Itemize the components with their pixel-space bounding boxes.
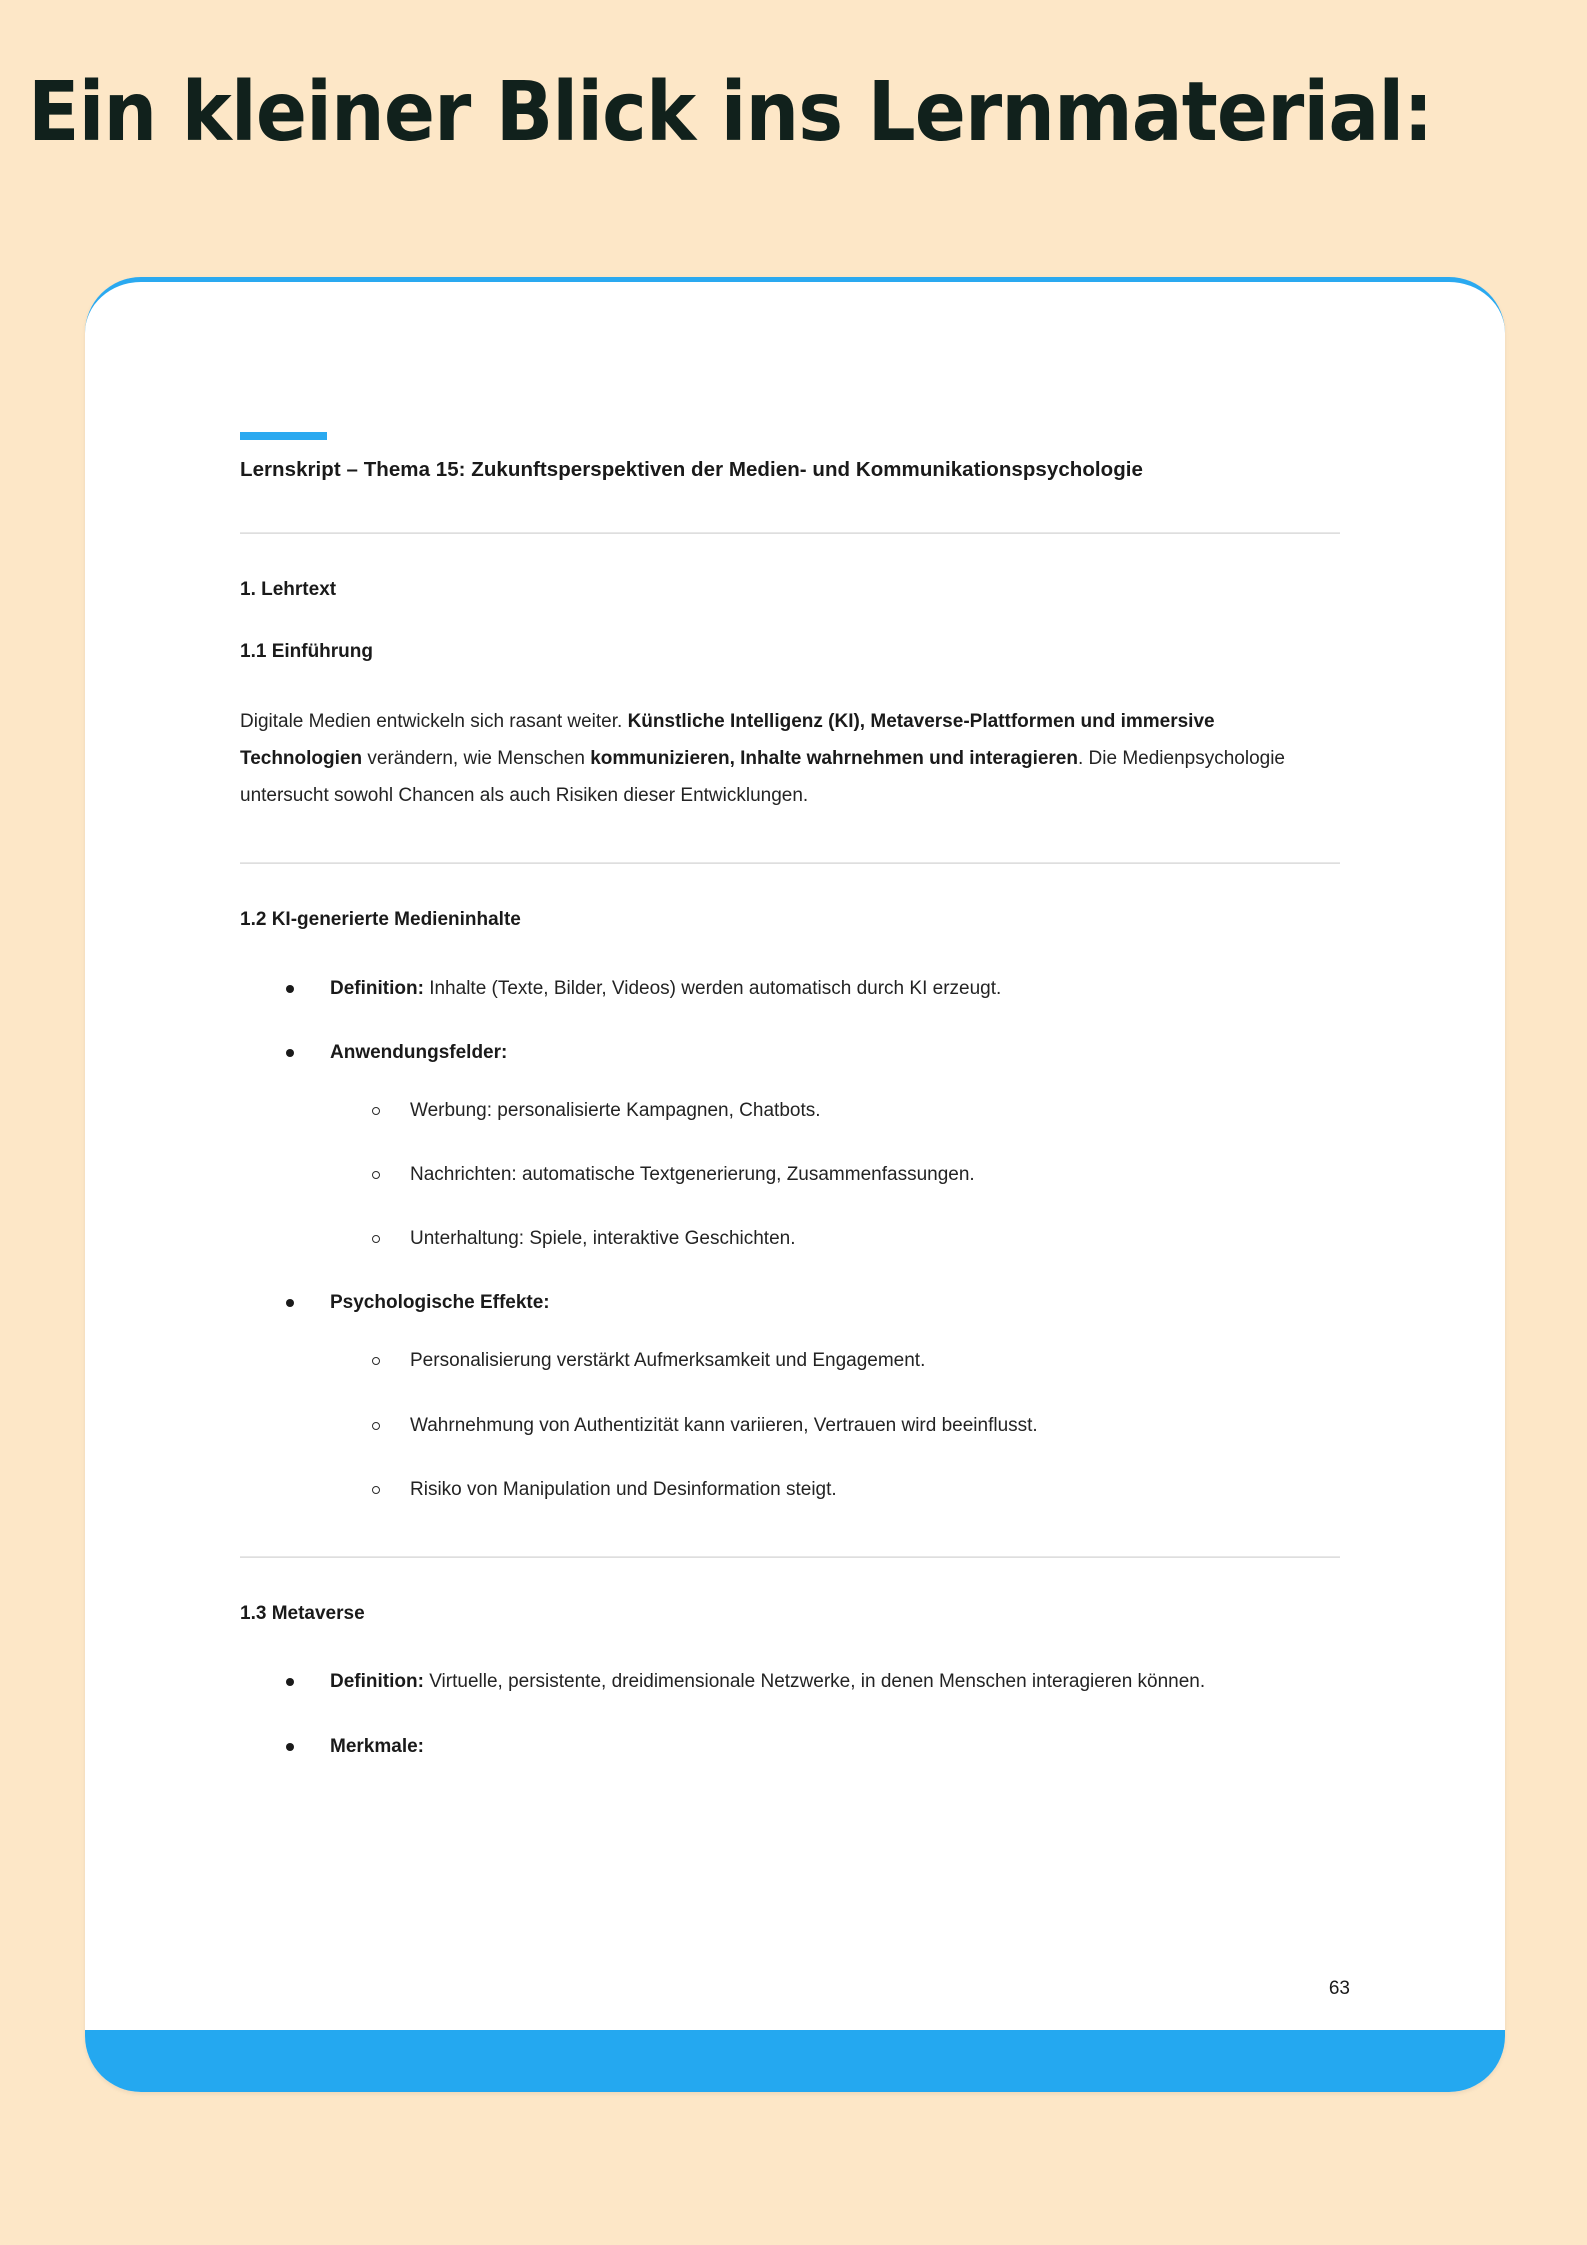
card-inner <box>85 282 1505 2092</box>
heading-section-1-2: 1.2 KI-generierte Medieninhalte <box>240 909 521 931</box>
bullet-item <box>240 971 1340 1007</box>
divider-1 <box>240 532 1340 534</box>
sub-bullet-item: Nachrichten: automatische Textgenerierung, Zusammenfassungen. <box>330 1157 1340 1193</box>
sub-bullet-item: Unterhaltung: Spiele, interaktive Geschichten. <box>330 1221 1340 1257</box>
sub-bullet-item: Risiko von Manipulation und Desinformation steigt. <box>330 1472 1340 1508</box>
heading-section-1-1: 1.1 Einführung <box>240 641 373 663</box>
accent-bar <box>240 432 327 440</box>
paragraph-bold-run: kommunizieren, Inhalte wahrnehmen und interagieren <box>590 748 1078 770</box>
divider-2 <box>240 862 1340 864</box>
heading-section-1: 1. Lehrtext <box>240 578 337 600</box>
paragraph-einfuehrung <box>240 703 1340 814</box>
sub-bullet-item: Werbung: personalisierte Kampagnen, Chatbots. <box>330 1093 1340 1129</box>
sub-bullet-item: Personalisierung verstärkt Aufmerksamkeit und Engagement. <box>330 1343 1340 1379</box>
bullet-label: Definition: <box>330 1671 424 1693</box>
bullet-item <box>240 1285 1340 1507</box>
document-body <box>240 432 1340 1793</box>
sub-bullet-list <box>330 1093 1340 1257</box>
bullet-text: Inhalte (Texte, Bilder, Videos) werden automatisch durch KI erzeugt. <box>423 977 1002 999</box>
bullet-list-1-3 <box>240 1664 1340 1764</box>
sub-bullet-item: Wahrnehmung von Authentizität kann variieren, Vertrauen wird beeinflusst. <box>330 1408 1340 1444</box>
bullet-item <box>240 1729 1340 1765</box>
bullet-label: Psychologische Effekte: <box>330 1292 550 1314</box>
card-footer-bar <box>85 2030 1505 2092</box>
paragraph-bold-run: Künstliche Intelligenz (KI), Metaverse-Plattformen und immersive Technologien <box>240 711 1215 770</box>
paragraph-text-run: . Die Medienpsychologie untersucht sowohl Chancen als auch Risiken dieser Entwicklungen. <box>240 748 1285 807</box>
bullet-text: Virtuelle, persistente, dreidimensionale Netzwerke, in denen Menschen interagieren können. <box>423 1671 1206 1693</box>
paragraph-text-run: Digitale Medien entwickeln sich rasant weiter. <box>240 711 628 733</box>
paragraph-text-run: verändern, wie Menschen <box>362 748 591 770</box>
heading-section-1-3: 1.3 Metaverse <box>240 1602 365 1624</box>
bullet-label: Merkmale: <box>330 1735 424 1757</box>
bullet-label: Anwendungsfelder: <box>330 1041 508 1063</box>
bullet-item <box>240 1664 1340 1700</box>
page-number: 63 <box>1328 1978 1350 1999</box>
bullet-list-1-2 <box>240 971 1340 1508</box>
lernskript-preview-card <box>85 277 1505 2092</box>
divider-3 <box>240 1556 1340 1558</box>
page-headline: Ein kleiner Blick ins Lernmaterial: <box>28 65 1433 160</box>
bullet-label: Definition: <box>330 977 424 999</box>
bullet-item <box>240 1035 1340 1257</box>
sub-bullet-list <box>330 1343 1340 1507</box>
document-header-title: Lernskript – Thema 15: Zukunftsperspektiven der Medien- und Kommunikationspsychologie <box>240 458 1143 481</box>
